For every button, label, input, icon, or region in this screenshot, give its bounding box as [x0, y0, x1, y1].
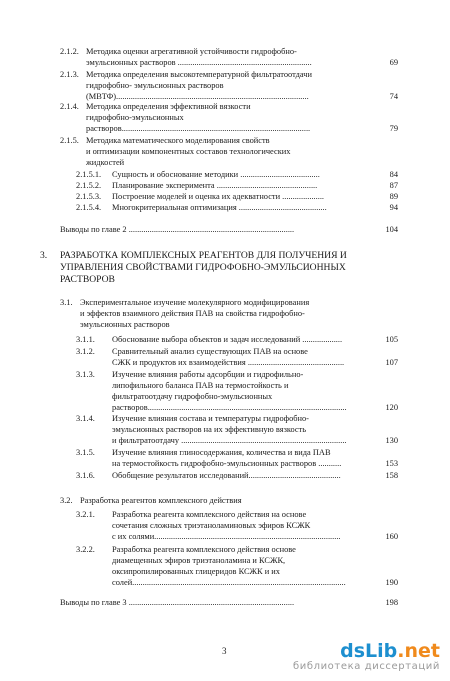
page-number: 3 [222, 646, 227, 656]
entry-text: Методика математического моделирования свойств [86, 136, 270, 145]
section-title-line: эмульсионных растворов [80, 320, 170, 329]
entry-number: 2.1.5.1. [76, 170, 102, 179]
entry-number: 2.1.3. [60, 70, 79, 79]
entry-text: гидрофобно-эмульсионных [86, 113, 184, 122]
page-ref: 94 [389, 203, 398, 212]
page-ref: 84 [389, 170, 398, 179]
entry-text: диамещенных эфиров триэтаноламина и КСЖК, [112, 556, 286, 565]
entry-text: Выводы по главе 2 ............................................................................... [60, 225, 295, 234]
entry-text: и оптимизации компонентных составов технологических [86, 147, 291, 156]
entry-text: Изучение влияния работы адсорбции и гидрофильно- [112, 370, 304, 379]
entry-number: 2.1.4. [60, 102, 79, 111]
entry-number: 3.2.2. [76, 545, 95, 554]
entry-number: 2.1.5.3. [76, 192, 102, 201]
watermark-logo: dsLib.net [340, 640, 440, 662]
page-ref: 89 [389, 192, 398, 201]
page-ref: 74 [389, 92, 398, 101]
entry-text: Планирование эксперимента ................................................ [112, 181, 318, 190]
entry-text: Разработка реагента комплексного действия на основе [112, 510, 307, 519]
entry-text: фильтратоотдачу гидрофобно-эмульсионных [112, 392, 273, 401]
entry-text: жидкостей [86, 158, 125, 167]
entry-text: сочетания сложных триэтаноламиновых эфиров КСЖК [112, 521, 311, 530]
entry-number: 2.1.5.4. [76, 203, 102, 212]
entry-text: растворов.......................................................................................... [86, 124, 311, 133]
chapter-title-line: РАЗРАБОТКА КОМПЛЕКСНЫХ РЕАГЕНТОВ ДЛЯ ПОЛУЧЕНИЯ И [60, 250, 347, 261]
page-ref: 105 [385, 335, 398, 344]
chapter-number: 3. [40, 250, 48, 261]
entry-text: оксипропилированных глицеридов КСЖК и их [112, 567, 280, 576]
entry-text: эмульсионных растворов на их эффективную вязкость [112, 425, 307, 434]
entry-text: Сравнительный анализ существующих ПАВ на основе [112, 347, 308, 356]
page-ref: 153 [385, 459, 398, 468]
page-ref: 120 [385, 403, 398, 412]
entry-text: Методика оценки агрегативной устойчивости гидрофобно- [86, 47, 297, 56]
entry-number: 2.1.5.2. [76, 181, 102, 190]
entry-number: 3.1.4. [76, 414, 95, 423]
section-number: 3.1. [60, 298, 73, 307]
entry-number: 3.1.5. [76, 448, 95, 457]
entry-text: Методика определения эффективной вязкости [86, 102, 251, 111]
entry-number: 3.1.2. [76, 347, 95, 356]
page-ref: 87 [389, 181, 398, 190]
chapter-title-line: УПРАВЛЕНИЯ СВОЙСТВАМИ ГИДРОФОБНО-ЭМУЛЬСИОННЫХ [60, 262, 346, 273]
entry-number: 3.1.6. [76, 471, 95, 480]
page-ref: 190 [385, 578, 398, 587]
entry-text: гидрофобно- эмульсионных растворов [86, 81, 224, 90]
entry-number: 2.1.5. [60, 136, 79, 145]
entry-text: Сущность и обоснование методики ...................................... [112, 170, 320, 179]
chapter-title-line: РАСТВОРОВ [60, 274, 115, 285]
entry-text: Выводы по главе 3 ............................................................................... [60, 598, 295, 607]
section-title-line: Экспериментальное изучение молекулярного модифицирования [80, 298, 310, 307]
page-ref: 104 [385, 225, 398, 234]
entry-text: Многокритериальная оптимизация .......................................... [112, 203, 327, 212]
entry-text: и фильтратоотдачу ............................................................................... [112, 436, 347, 445]
watermark-subtitle: библиотека диссертаций [292, 661, 440, 672]
entry-text: на термостойкость гидрофобно-эмульсионных растворов ........... [112, 459, 342, 468]
page-ref: 79 [389, 124, 398, 133]
entry-text: (МВТФ)............................................................................................ [86, 92, 309, 101]
section-title-line: Разработка реагентов комплексного действия [80, 496, 242, 505]
entry-text: липофильного баланса ПАВ на термостойкость и [112, 381, 289, 390]
entry-text: Разработка реагента комплексного действия основе [112, 545, 296, 554]
entry-text: Обоснование выбора объектов и задач исследований ................... [112, 335, 343, 344]
entry-text: растворов............................................................................................... [112, 403, 347, 412]
page-ref: 198 [385, 598, 398, 607]
page-ref: 160 [385, 532, 398, 541]
entry-text: солей...................................................................................................... [112, 578, 346, 587]
entry-text: Обобщение результатов исследований............................................ [112, 471, 341, 480]
entry-text: Изучение влияния глиносодержания, количества и вида ПАВ [112, 448, 331, 457]
page-ref: 158 [385, 471, 398, 480]
page-ref: 107 [385, 358, 398, 367]
page-ref: 130 [385, 436, 398, 445]
entry-text: Построение моделей и оценка их адекватности .................... [112, 192, 325, 201]
entry-number: 3.1.3. [76, 370, 95, 379]
entry-text: с их солями......................................................................................... [112, 532, 341, 541]
entry-number: 3.2.1. [76, 510, 95, 519]
entry-text: Методика определения высокотемпературной фильтратоотдачи [86, 70, 312, 79]
entry-text: Изучение влияния состава и температуры гидрофобно- [112, 414, 309, 423]
entry-text: СЖК и продуктов их взаимодействия .............................................. [112, 358, 345, 367]
entry-number: 3.1.1. [76, 335, 95, 344]
watermark [293, 641, 440, 673]
section-number: 3.2. [60, 496, 73, 505]
entry-text: эмульсионных растворов ................................................................ [86, 58, 312, 67]
entry-number: 2.1.2. [60, 47, 79, 56]
page-ref: 69 [389, 58, 398, 67]
section-title-line: и эффектов взаимного действия ПАВ на свойства гидрофобно- [80, 309, 305, 318]
